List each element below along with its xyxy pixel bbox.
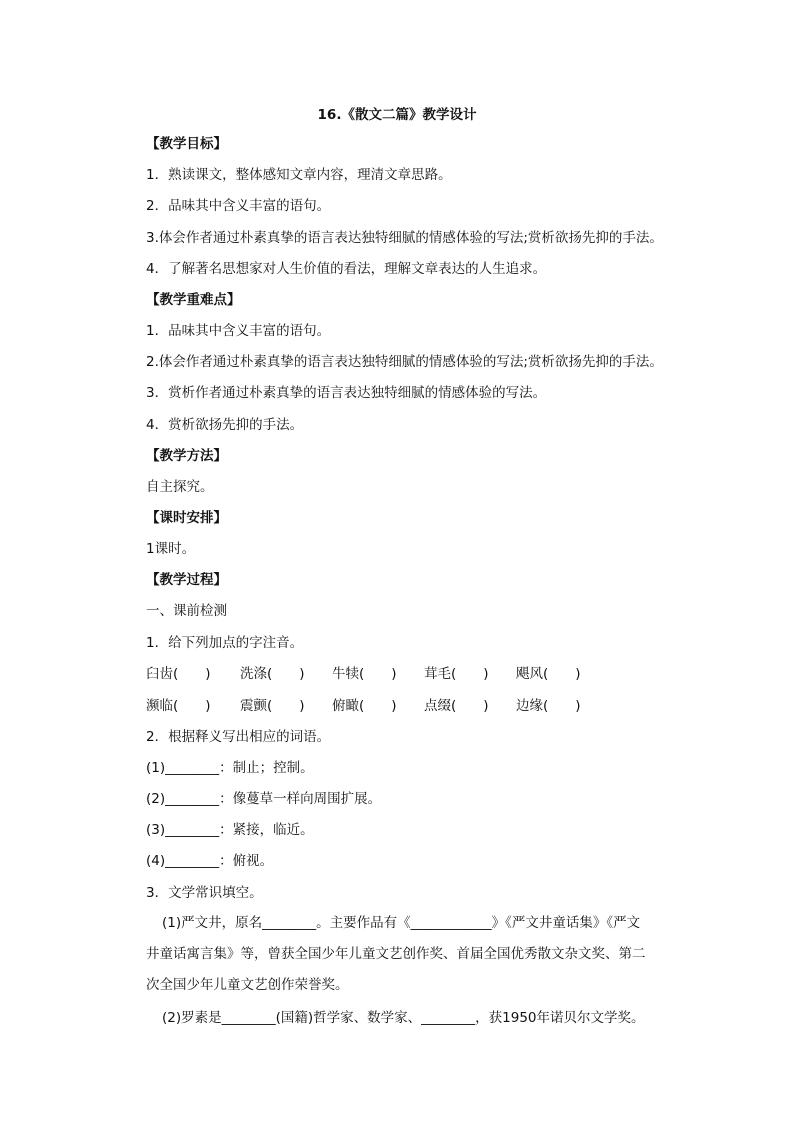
method-heading: 【教学方法】 (146, 448, 227, 464)
question-3: 3．文学常识填空。 (146, 885, 263, 901)
pinyin-item: 点缀( ) (424, 698, 489, 714)
goal-item: 3.体会作者通过朴素真挚的语言表达独特细腻的情感体验的写法;赏析欲扬先抑的手法。 (146, 230, 663, 246)
question-1: 1．给下列加点的字注音。 (146, 635, 304, 651)
goal-item: 1．熟读课文，整体感知文章内容，理清文章思路。 (146, 167, 452, 183)
pinyin-item: 臼齿( ) (146, 666, 211, 682)
definition-item: (1)________：制止；控制。 (146, 760, 314, 776)
pinyin-item: 震颤( ) (240, 698, 305, 714)
goal-item: 2．品味其中含义丰富的语句。 (146, 198, 331, 214)
process-heading: 【教学过程】 (146, 572, 227, 588)
pinyin-item: 飓风( ) (516, 666, 581, 682)
pinyin-item: 洗涤( ) (240, 666, 305, 682)
literature-paragraph: (2)罗素是________(国籍)哲学家、数学家、________，获1950年诺贝尔文学奖。 (162, 1010, 645, 1026)
method-text: 自主探究。 (146, 479, 214, 495)
key-point-item: 4．赏析欲扬先抑的手法。 (146, 417, 304, 433)
definition-item: (2)________：像蔓草一样向周围扩展。 (146, 791, 382, 807)
pinyin-item: 牛犊( ) (332, 666, 397, 682)
question-2: 2．根据释义写出相应的词语。 (146, 729, 331, 745)
part-heading: 一、课前检测 (146, 603, 227, 619)
pinyin-item: 濒临( ) (146, 698, 211, 714)
schedule-heading: 【课时安排】 (146, 510, 227, 526)
pinyin-item: 边缘( ) (516, 698, 581, 714)
key-point-item: 2.体会作者通过朴素真挚的语言表达独特细腻的情感体验的写法;赏析欲扬先抑的手法。 (146, 354, 663, 370)
key-points-heading: 【教学重难点】 (146, 292, 241, 308)
pinyin-item: 俯瞰( ) (332, 698, 397, 714)
schedule-text: 1课时。 (146, 541, 196, 557)
key-point-item: 3．赏析作者通过朴素真挚的语言表达独特细腻的情感体验的写法。 (146, 385, 547, 401)
key-point-item: 1．品味其中含义丰富的语句。 (146, 323, 331, 339)
goal-item: 4．了解著名思想家对人生价值的看法，理解文章表达的人生追求。 (146, 261, 547, 277)
goals-heading: 【教学目标】 (146, 136, 227, 152)
literature-paragraph: (1)严文井，原名________。主要作品有《____________》《严文井童话集》《严文井童话寓言集》等，曾获全国少年儿童文艺创作奖、首届全国优秀散文杂文奖、第二次全国少年儿童文艺创作荣誉奖。 (146, 915, 646, 993)
definition-item: (4)________：俯视。 (146, 853, 274, 869)
document-title: 16.《散文二篇》教学设计 (317, 107, 477, 123)
definition-item: (3)________：紧接，临近。 (146, 822, 314, 838)
pinyin-item: 茸毛( ) (424, 666, 489, 682)
